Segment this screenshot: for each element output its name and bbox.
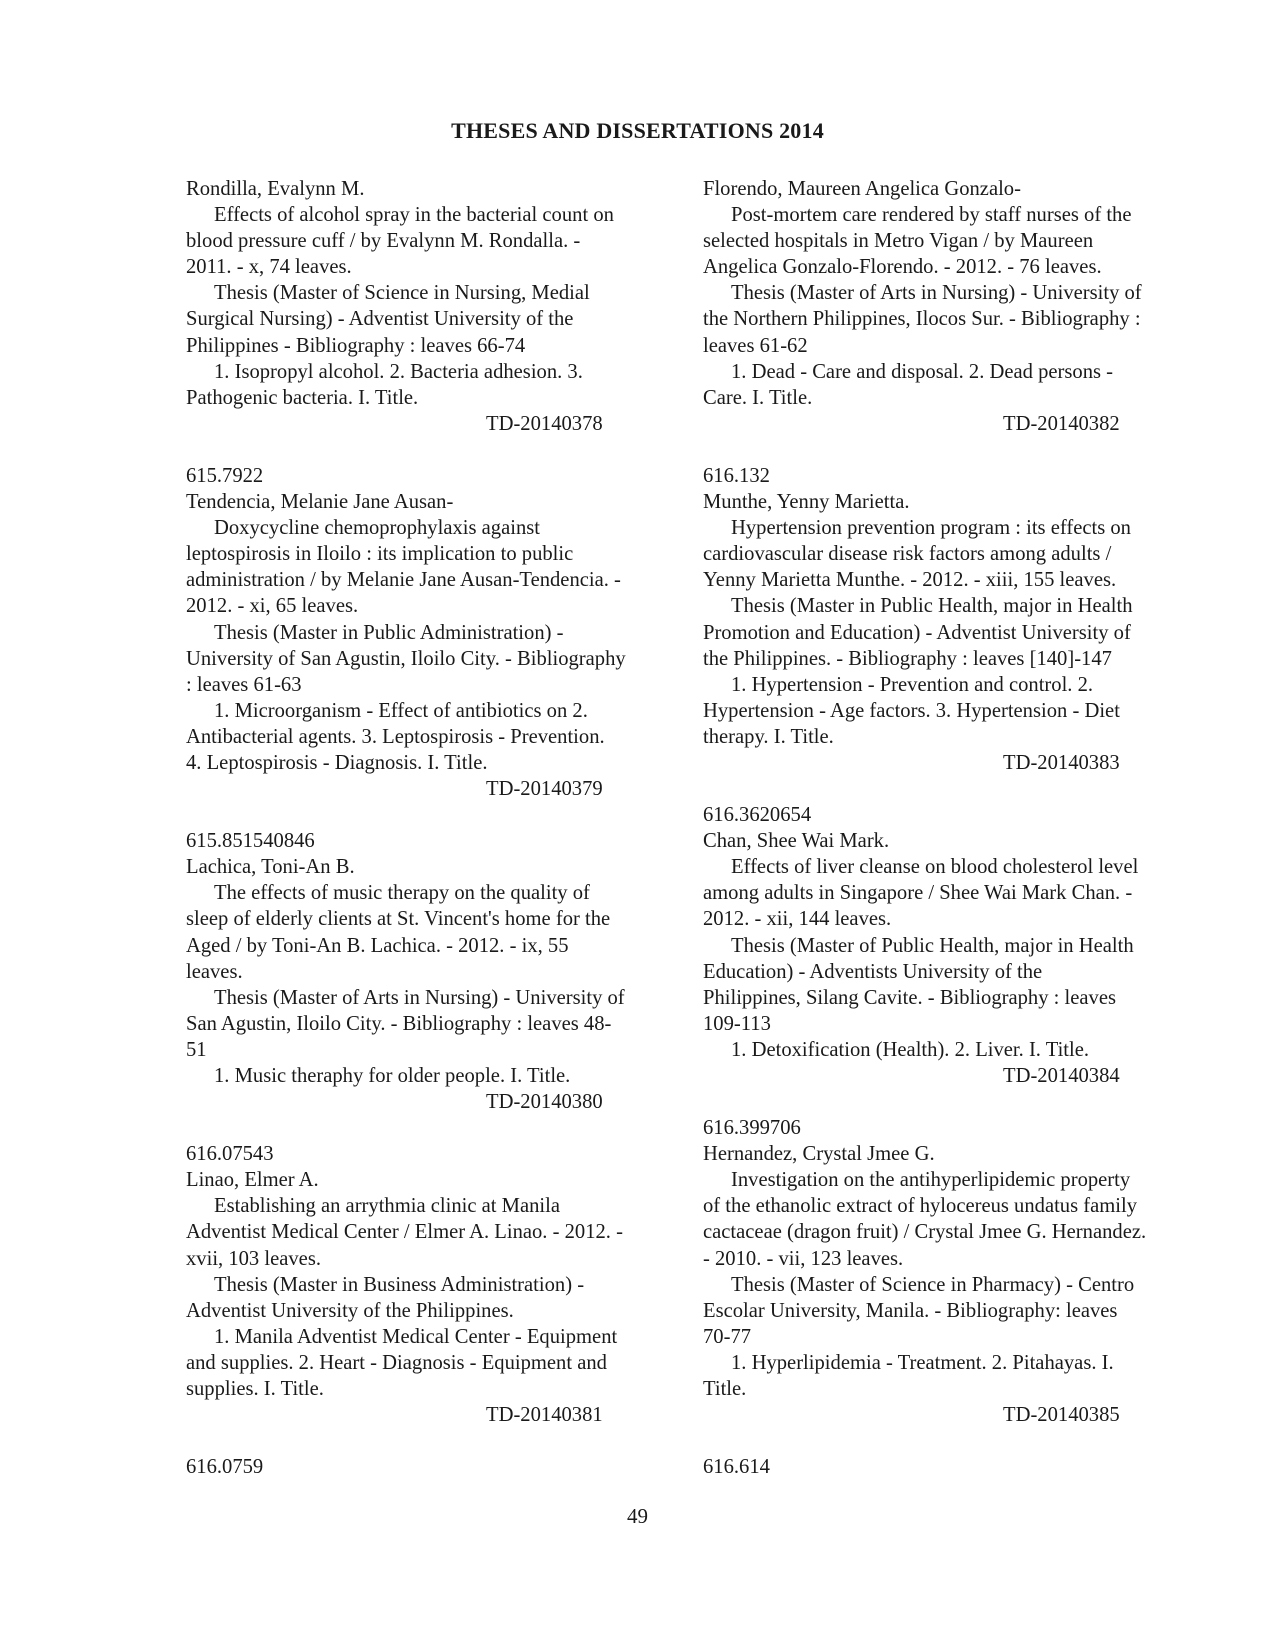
entry-text-line: Care. I. Title. [703,386,813,409]
entry-author: Lachica, Toni-An B. [186,856,355,879]
entry-text-line: supplies. I. Title. [186,1378,324,1401]
entry-author: Munthe, Yenny Marietta. [703,491,910,514]
catalog-entry [186,463,656,802]
catalog-entry [703,802,1173,1089]
call-number: 616.07543 [186,1143,274,1166]
entry-text-line: 4. Leptospirosis - Diagnosis. I. Title. [186,751,488,774]
entry-text-line: Effects of liver cleanse on blood cholesterol level [731,856,1139,879]
entry-text-line: 70-77 [703,1325,752,1348]
entry-text-line: Philippines, Silang Cavite. - Bibliography : leaves [703,986,1116,1009]
entry-text-line: Post-mortem care rendered by staff nurses of the [731,204,1132,227]
entry-text-line: : leaves 61-63 [186,673,302,696]
call-number: 616.3620654 [703,804,812,827]
entry-text-line: Surgical Nursing) - Adventist University of the [186,308,574,331]
entry-text-line: Antibacterial agents. 3. Leptospirosis - Prevention. [186,725,605,748]
accession-number: TD-20140379 [486,778,603,801]
entry-text-line: San Agustin, Iloilo City. - Bibliography : leaves 48- [186,1012,612,1035]
call-number: 616.132 [703,464,770,487]
entry-author: Tendencia, Melanie Jane Ausan- [186,491,454,514]
page-number: 49 [627,1504,648,1528]
accession-number: TD-20140378 [486,412,603,435]
entry-text-line: 1. Isopropyl alcohol. 2. Bacteria adhesion. 3. [214,360,583,383]
entry-text-line: blood pressure cuff / by Evalynn M. Rondalla. - [186,230,581,253]
entry-text-line: 1. Hyperlipidemia - Treatment. 2. Pitahayas. I. [731,1351,1114,1374]
entry-author: Chan, Shee Wai Mark. [703,830,890,853]
catalog-entry [186,1141,656,1428]
entry-text-line: Adventist University of the Philippines. [186,1299,514,1322]
entry-text-line: Pathogenic bacteria. I. Title. [186,386,419,409]
entry-text-line: leaves 61-62 [703,334,808,357]
entry-text-line: Escolar University, Manila. - Bibliography: leaves [703,1299,1118,1322]
entry-text-line: Thesis (Master of Science in Pharmacy) - Centro [731,1273,1135,1296]
call-number: 616.399706 [703,1117,801,1140]
catalog-entry [703,463,1173,776]
entry-text-line: Thesis (Master in Public Administration) - [214,621,564,644]
entry-text-line: Establishing an arrythmia clinic at Manila [214,1195,560,1218]
entry-text-line: Aged / by Toni-An B. Lachica. - 2012. - ix, 55 [186,934,569,957]
entry-text-line: cardiovascular disease risk factors among adults / [703,543,1112,566]
entry-text-line: cactaceae (dragon fruit) / Crystal Jmee G. Hernandez. [703,1221,1147,1244]
entry-author: Florendo, Maureen Angelica Gonzalo- [703,178,1021,200]
entry-text-line: Thesis (Master of Public Health, major in Health [731,934,1134,957]
entry-text-line: therapy. I. Title. [703,725,834,748]
entry-text-line: among adults in Singapore / Shee Wai Mark Chan. - [703,882,1133,905]
entry-text-line: and supplies. 2. Heart - Diagnosis - Equipment and [186,1351,607,1374]
catalog-entry [186,1454,656,1480]
entry-text-line: Education) - Adventists University of the [703,960,1043,983]
entry-text-line: 1. Detoxification (Health). 2. Liver. I. Title. [731,1038,1090,1061]
accession-number: TD-20140385 [1003,1404,1120,1427]
call-number: 615.851540846 [186,830,315,853]
page-title: THESES AND DISSERTATIONS 2014 [451,118,824,143]
entry-text-line: leptospirosis in Iloilo : its implication to public [186,543,574,566]
entry-text-line: 1. Manila Adventist Medical Center - Equipment [214,1325,618,1348]
entry-text-line: 2012. - xii, 144 leaves. [703,908,892,931]
call-number: 616.0759 [186,1456,264,1479]
entry-text-line: 1. Microorganism - Effect of antibiotics on 2. [214,699,588,722]
entry-text-line: Thesis (Master of Science in Nursing, Medial [214,282,590,305]
entry-text-line: Yenny Marietta Munthe. - 2012. - xiii, 155 leaves. [703,569,1117,592]
entry-text-line: 2012. - xi, 65 leaves. [186,595,359,618]
entry-text-line: 109-113 [703,1012,771,1035]
entry-text-line: 1. Dead - Care and disposal. 2. Dead persons - [731,360,1114,383]
catalog-entry [703,1115,1173,1428]
entry-text-line: Hypertension prevention program : its effects on [731,517,1131,540]
entry-text-line: Angelica Gonzalo-Florendo. - 2012. - 76 leaves. [703,256,1102,279]
entry-text-line: 1. Music theraphy for older people. I. Title. [214,1065,571,1087]
entry-text-line: selected hospitals in Metro Vigan / by Maureen [703,230,1094,253]
entry-text-line: Thesis (Master in Public Health, major in Health [731,595,1133,618]
accession-number: TD-20140380 [486,1091,603,1114]
entry-text-line: administration / by Melanie Jane Ausan-Tendencia. - [186,569,621,592]
entry-text-line: Philippines - Bibliography : leaves 66-74 [186,334,526,357]
entry-text-line: Investigation on the antihyperlipidemic property [731,1169,1131,1192]
entry-text-line: of the ethanolic extract of hylocereus undatus family [703,1195,1138,1218]
entry-text-line: 2011. - x, 74 leaves. [186,256,352,279]
entry-text-line: 1. Hypertension - Prevention and control. 2. [731,673,1094,696]
entry-text-line: Title. [703,1378,747,1401]
call-number: 616.614 [703,1456,770,1479]
entry-text-line: sleep of elderly clients at St. Vincent's home for the [186,908,611,931]
entry-text-line: Adventist Medical Center / Elmer A. Linao. - 2012. - [186,1221,623,1244]
accession-number: TD-20140381 [486,1404,603,1427]
entry-author: Linao, Elmer A. [186,1169,319,1192]
call-number: 615.7922 [186,464,264,487]
accession-number: TD-20140384 [1003,1065,1120,1087]
entry-text-line: the Northern Philippines, Ilocos Sur. - Bibliography : [703,308,1141,331]
catalog-entry [703,176,1173,437]
entry-author: Hernandez, Crystal Jmee G. [703,1143,935,1166]
accession-number: TD-20140382 [1003,412,1120,435]
entry-text-line: Effects of alcohol spray in the bacterial count on [214,204,614,227]
catalog-entry [186,828,656,1115]
entry-text-line: Promotion and Education) - Adventist University of [703,621,1131,644]
entry-text-line: Thesis (Master of Arts in Nursing) - University of [731,282,1142,305]
entry-text-line: Doxycycline chemoprophylaxis against [214,517,540,540]
entry-text-line: The effects of music therapy on the quality of [214,882,590,905]
entry-text-line: the Philippines. - Bibliography : leaves [140]-147 [703,647,1112,670]
catalog-entry [703,1454,1173,1480]
entry-text-line: Hypertension - Age factors. 3. Hypertension - Diet [703,699,1120,722]
entry-text-line: Thesis (Master in Business Administration) - [214,1273,585,1296]
left-column [186,176,656,1506]
entry-author: Rondilla, Evalynn M. [186,178,365,200]
right-column [703,176,1173,1506]
entry-text-line: xvii, 103 leaves. [186,1247,321,1270]
entry-text-line: Thesis (Master of Arts in Nursing) - University of [214,986,625,1009]
entry-text-line: 51 [186,1038,207,1061]
entry-text-line: - 2010. - vii, 123 leaves. [703,1247,904,1270]
accession-number: TD-20140383 [1003,751,1120,774]
entry-text-line: University of San Agustin, Iloilo City. - Bibliography [186,647,626,670]
entry-text-line: leaves. [186,960,243,983]
catalog-entry [186,176,656,437]
